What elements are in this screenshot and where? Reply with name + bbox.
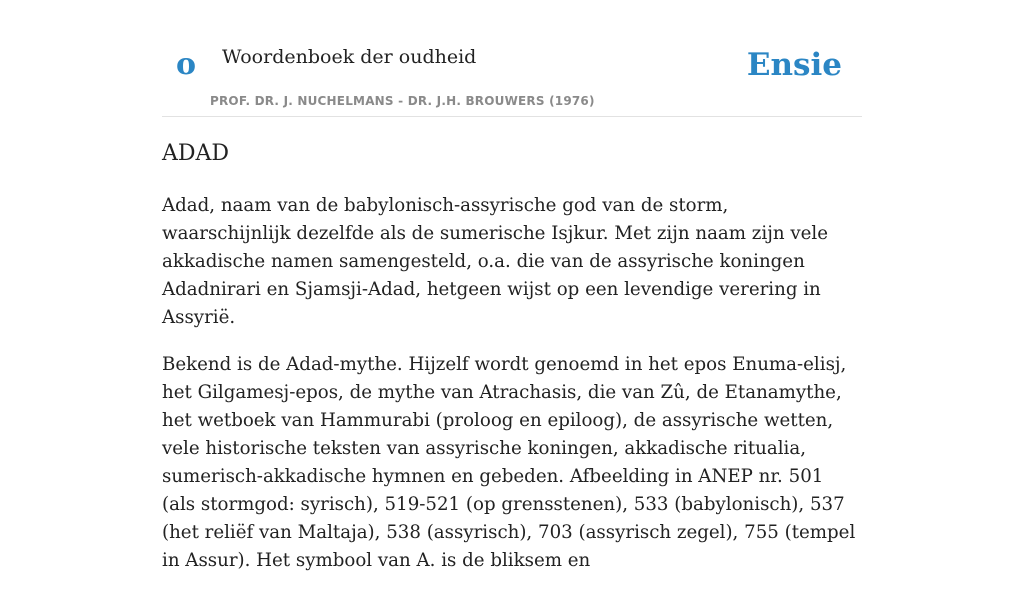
- entry-title: ADAD: [162, 141, 230, 166]
- entry-paragraph: Adad, naam van de babylonisch-assyrische god van de storm, waarschijnlijk dezelfde als de sumerische Isjkur. Met zijn naam zijn vele akkadische namen samengesteld, o.a. die van de assyrische koningen Adadnirari en Sjamsji-Adad, hetgeen wijst op een levendige verering in Assyrië.: [162, 195, 828, 328]
- ensie-logo-link[interactable]: Ensie: [746, 47, 842, 83]
- entry-paragraph: Bekend is de Adad-mythe. Hijzelf wordt genoemd in het epos Enuma-elisj, het Gilgamesj-epos, de mythe van Atrachasis, die van Zû, de Etanamythe, het wetboek van Hammurabi (proloog en epiloog), de assyrische wetten, vele historische teksten van assyrische koningen, akkadische ritualia, sumerisch-akkadische hymnen en gebeden. Afbeelding in ANEP nr. 501 (als stormgod: syrisch), 519-521 (op grensstenen), 533 (babylonisch), 537 (het reliëf van Maltaja), 538 (assyrisch), 703 (assyrisch zegel), 755 (tempel in Assur). Het symbool van A. is de bliksem en: [162, 354, 856, 571]
- entry-body: [162, 192, 862, 594]
- book-logo-letter[interactable]: o: [176, 47, 197, 82]
- book-title[interactable]: Woordenboek der oudheid: [222, 46, 477, 68]
- book-authors: PROF. DR. J. NUCHELMANS - DR. J.H. BROUWERS (1976): [210, 94, 595, 108]
- book-header: [162, 0, 862, 117]
